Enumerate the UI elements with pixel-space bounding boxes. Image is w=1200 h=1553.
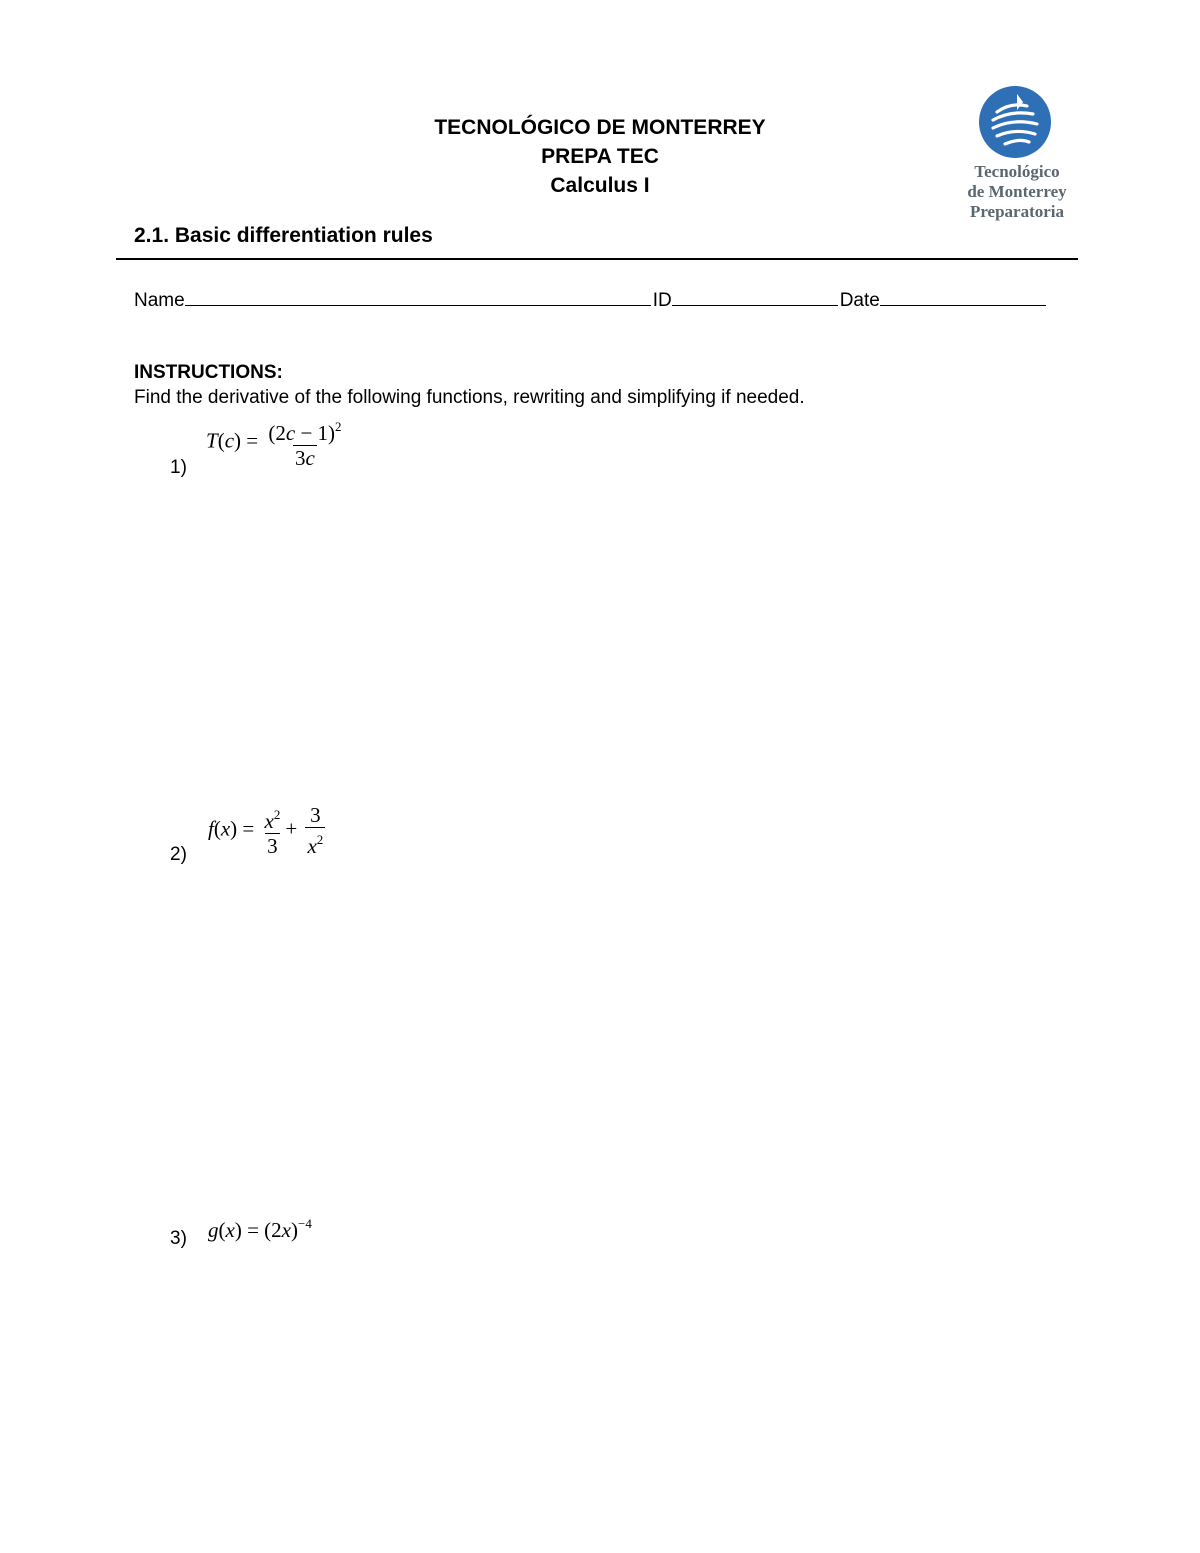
fraction-2: [305, 803, 325, 858]
fraction-1-denominator: 3: [267, 834, 278, 858]
function-var: x: [225, 1218, 235, 1242]
function-name: T: [206, 428, 218, 453]
plus-sign: +: [285, 816, 298, 841]
denominator-coef: 3: [295, 446, 306, 470]
date-label: Date: [839, 290, 880, 311]
function-name: f: [208, 816, 214, 841]
divider: [116, 258, 1078, 260]
id-field[interactable]: [672, 287, 838, 306]
numerator-close: − 1): [295, 421, 336, 445]
institution-title: TECNOLÓGICO DE MONTERREY: [434, 116, 766, 139]
numerator-exponent: 2: [335, 419, 342, 434]
rhs-close: ): [291, 1218, 298, 1242]
problem-1-number: 1): [170, 457, 187, 478]
rhs-exponent: −4: [298, 1216, 312, 1231]
logo-line-3: Preparatoria: [969, 202, 1065, 221]
fraction-2-exponent: 2: [316, 832, 324, 847]
fraction-2-numerator: 3: [310, 803, 321, 827]
numerator-var: c: [285, 421, 296, 445]
student-info-row: [134, 287, 1048, 312]
program-title: PREPA TEC: [541, 145, 659, 168]
school-logo: [952, 72, 1082, 222]
course-title: Calculus I: [550, 174, 650, 197]
problem-2-number: 2): [170, 844, 187, 865]
fraction-2-denominator: x: [307, 834, 317, 858]
problem-1-equation: T(c) = $\frac{(2c - 1)^2}{3c}$: [206, 415, 347, 470]
section-title: 2.1. Basic differentiation rules: [134, 224, 433, 247]
logo-line-1: Tecnológico: [974, 162, 1060, 181]
problem-3-number: 3): [170, 1228, 187, 1249]
numerator-open: (2: [268, 421, 286, 445]
rhs-var: x: [281, 1218, 291, 1242]
name-field[interactable]: [185, 287, 651, 306]
function-name: g: [208, 1218, 219, 1242]
logo-emblem-icon: [977, 84, 1053, 160]
problem-3-equation: $g(x) = (2x)^{-4}$: [208, 1216, 312, 1242]
fraction-1-numerator: x: [264, 809, 274, 833]
instructions-text: Find the derivative of the following functions, rewriting and simplifying if needed.: [134, 387, 805, 408]
rhs-open: (2: [264, 1218, 282, 1242]
id-label: ID: [652, 290, 672, 311]
function-var: c: [224, 428, 235, 453]
function-var: x: [220, 816, 231, 841]
date-field[interactable]: [880, 287, 1046, 306]
fraction-1-exponent: 2: [273, 807, 281, 822]
denominator-var: c: [305, 446, 315, 470]
fraction: [266, 415, 343, 470]
name-label: Name: [134, 290, 185, 311]
problem-2-equation: f(x) = $\frac{x^2}{3}$ + $\frac{3}{x^2}$: [208, 803, 324, 858]
logo-line-2: de Monterrey: [967, 182, 1067, 201]
fraction-1: [263, 803, 283, 858]
instructions-heading: INSTRUCTIONS:: [134, 362, 283, 383]
